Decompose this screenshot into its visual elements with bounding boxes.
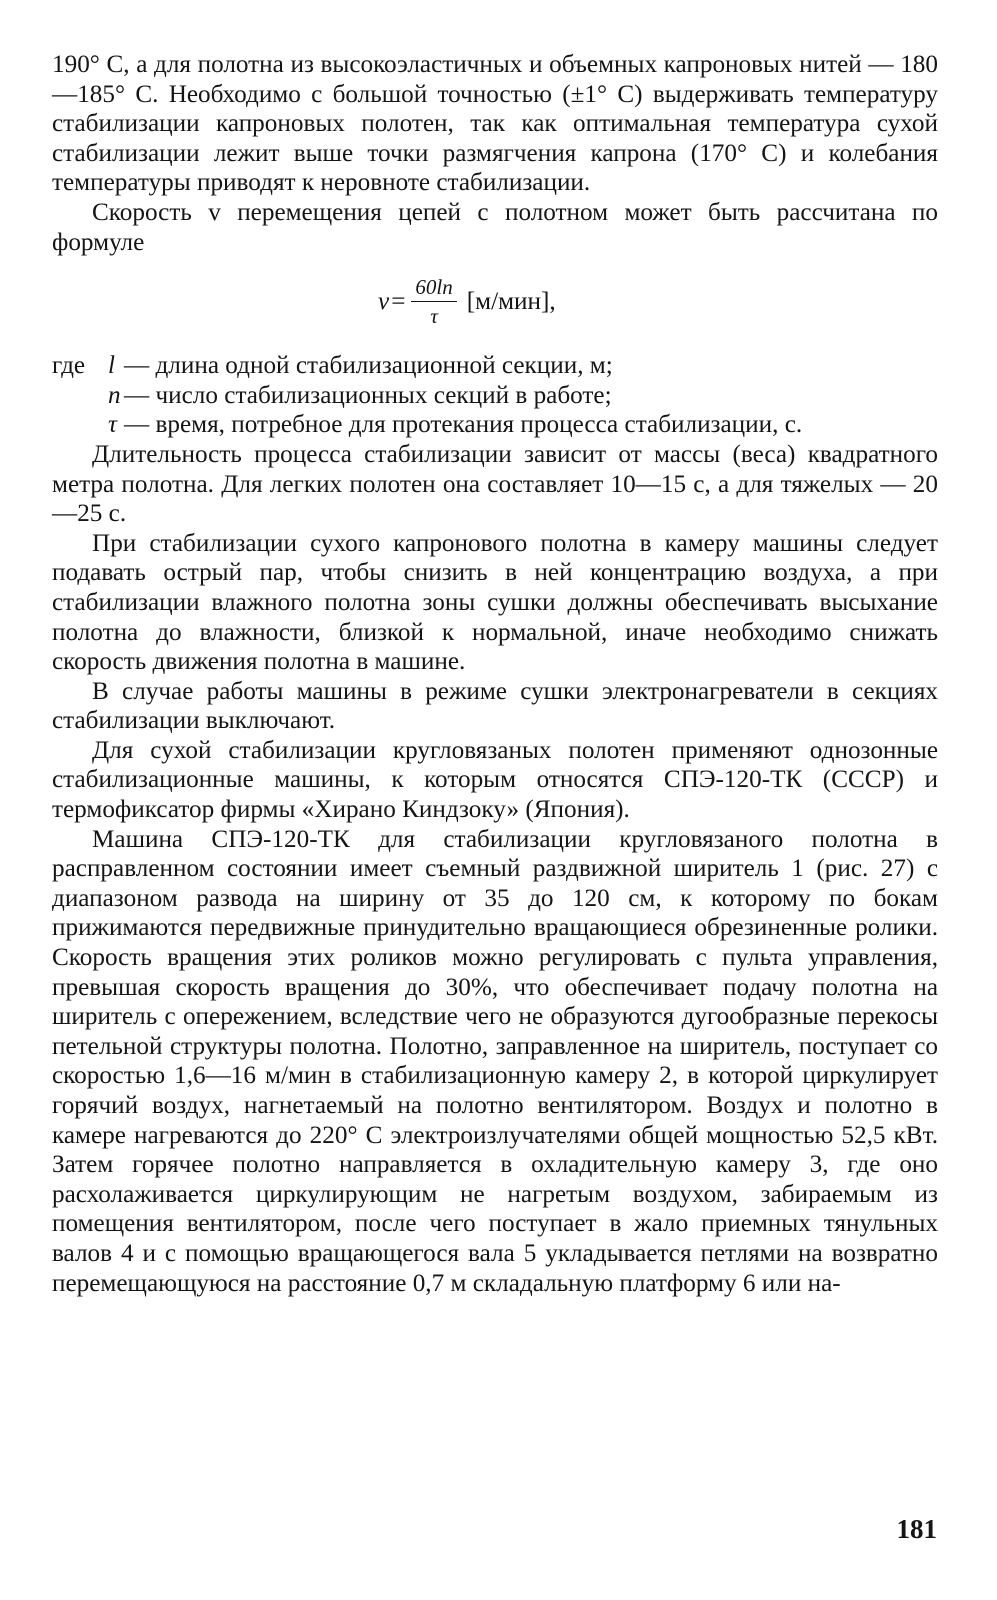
formula-legend — [52, 351, 938, 440]
formula-units: [м/мин], — [466, 287, 556, 315]
legend-description: — длина одной стабилизационной секции, м; — [124, 352, 613, 380]
formula-numerator: 60ln — [411, 275, 456, 302]
paragraph-spe-120-tk: Машина СПЭ-120-ТК для стабилизации кругловязаного полотна в расправленном состоянии имеет съемный раздвижной ширитель 1 (рис. 27) с диапазоном развода на ширину от 35 до 120 см, к которому по бокам прижимаются передвижные принудительно вращающиеся обрезиненные ролики. Скорость вращения этих роликов можно регулировать с пульта управления, превышая скорость вращения до 30%, что обеспечивает подачу полотна на ширитель с опережением, вследствие чего не образуются дугообразные перекосы петельной структуры полотна. Полотно, заправленное на ширитель, поступает со скоростью 1,6—16 м/мин в стабилизационную камеру 2, в которой циркулирует горячий воздух, нагнетаемый на полотно вентилятором. Воздух и полотно в камере нагреваются до 220° С электроизлучателями общей мощностью 52,5 кВт. Затем горячее полотно направляется в охладительную камеру 3, где оно расхолаживается циркулирующим не нагретым воздухом, забираемым из помещения вентилятором, после чего поступает в жало приемных тянульных валов 4 и с помощью вращающегося вала 5 укладывается петлями на возвратно перемещающуюся на расстояние 0,7 м складальную платформу 6 или на- — [52, 825, 938, 1297]
paragraph-speed-intro: Скорость v перемещения цепей с полотном может быть рассчитана по формуле — [52, 198, 938, 256]
legend-description: — время, потребное для протекания процесса стабилизации, с. — [124, 411, 803, 439]
formula-lhs: v — [378, 287, 390, 315]
legend-item — [52, 351, 938, 381]
legend-item — [52, 381, 938, 411]
paragraph-steam: При стабилизации сухого капронового полотна в камеру машины следует подавать острый пар, чтобы снизить в ней концентрацию воздуха, а при стабилизации влажного полотна зоны сушки должны обеспечивать высыхание полотна до влажности, близкой к нормальной, иначе необходимо снижать скорость движения полотна в машине. — [52, 529, 938, 676]
legend-symbol: n — [108, 381, 121, 409]
paragraph-drying-mode: В случае работы машины в режиме сушки электронагреватели в секциях стабилизации выключают. — [52, 677, 938, 735]
page-body — [52, 50, 938, 1298]
formula-fraction — [411, 275, 456, 328]
speed-formula — [52, 263, 938, 349]
formula-denominator: τ — [430, 304, 438, 329]
legend-item — [52, 410, 938, 440]
paragraph-temperature: 190° С, а для полотна из высокоэластичных и объемных капроновых нитей — 180—185° С. Необходимо с большой точностью (±1° С) выдерживать температуру стабилизации капроновых полотен, так как оптимальная температура сухой стабилизации лежит выше точки размягчения капрона (170° С) и колебания температуры приводят к неровноте стабилизации. — [52, 51, 938, 197]
legend-symbol: l — [108, 352, 115, 380]
legend-intro: где — [52, 352, 86, 380]
formula-equals: = — [391, 287, 406, 315]
paragraph-machines: Для сухой стабилизации кругловязаных полотен применяют однозонные стабилизационные машины, к которым относятся СПЭ-120-ТК (СССР) и термофиксатор фирмы «Хирано Киндзоку» (Япония). — [52, 736, 938, 824]
paragraph-duration: Длительность процесса стабилизации зависит от массы (веса) квадратного метра полотна. Для легких полотен она составляет 10—15 с, а для тяжелых — 20—25 с. — [52, 440, 938, 528]
legend-description: — число стабилизационных секций в работе; — [124, 381, 612, 409]
legend-symbol: τ — [108, 411, 118, 439]
page-number: 181 — [896, 1514, 937, 1544]
